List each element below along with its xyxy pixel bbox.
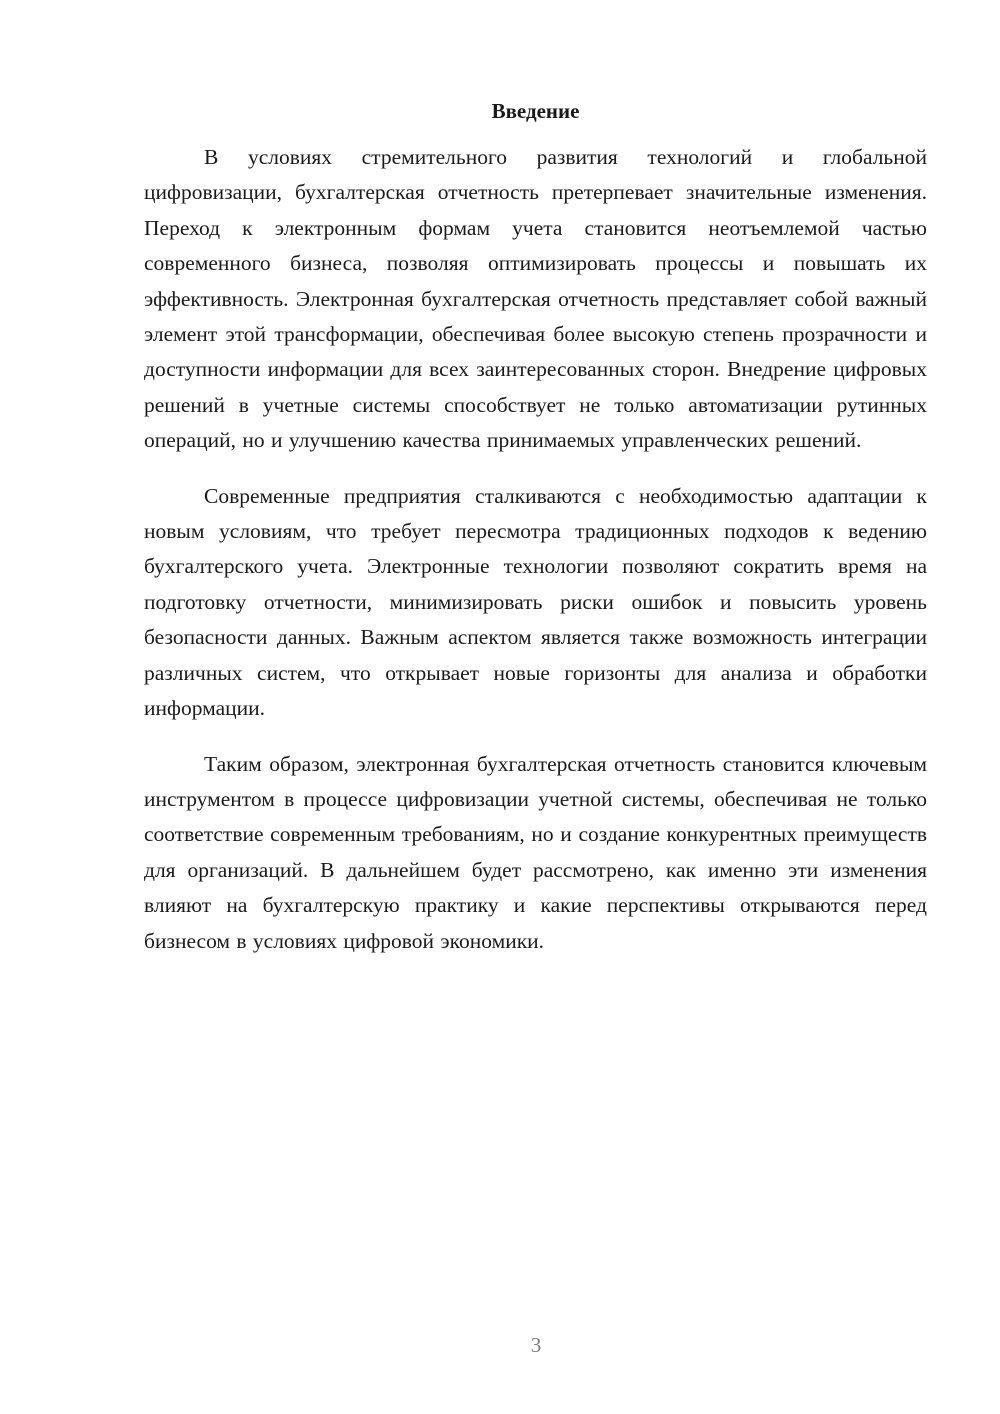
document-body: [144, 96, 927, 979]
paragraph-3: Таким образом, электронная бухгалтерская отчетность становится ключевым инструментом в процессе цифровизации учетной системы, обеспечивая не только соответствие современным требованиям, но и создание конкурентных преимуществ для организаций. В дальнейшем будет рассмотрено, как именно эти изменения влияют на бухгалтерскую практику и какие перспективы открываются перед бизнесом в условиях цифровой экономики.: [144, 751, 927, 953]
page-number: 3: [530, 1333, 542, 1357]
section-title: Введение: [491, 99, 580, 123]
paragraph-2: Современные предприятия сталкиваются с необходимостью адаптации к новым условиям, что требует пересмотра традиционных подходов к ведению бухгалтерского учета. Электронные технологии позволяют сократить время на подготовку отчетности, минимизировать риски ошибок и повысить уровень безопасности данных. Важным аспектом является также возможность интеграции различных систем, что открывает новые горизонты для анализа и обработки информации.: [144, 483, 927, 721]
paragraph-1: В условиях стремительного развития технологий и глобальной цифровизации, бухгалтерская отчетность претерпевает значительные изменения. Переход к электронным формам учета становится неотъемлемой частью современного бизнеса, позволяя оптимизировать процессы и повышать их эффективность. Электронная бухгалтерская отчетность представляет собой важный элемент этой трансформации, обеспечивая более высокую степень прозрачности и доступности информации для всех заинтересованных сторон. Внедрение цифровых решений в учетные системы способствует не только автоматизации рутинных операций, но и улучшению качества принимаемых управленческих решений.: [144, 145, 927, 453]
